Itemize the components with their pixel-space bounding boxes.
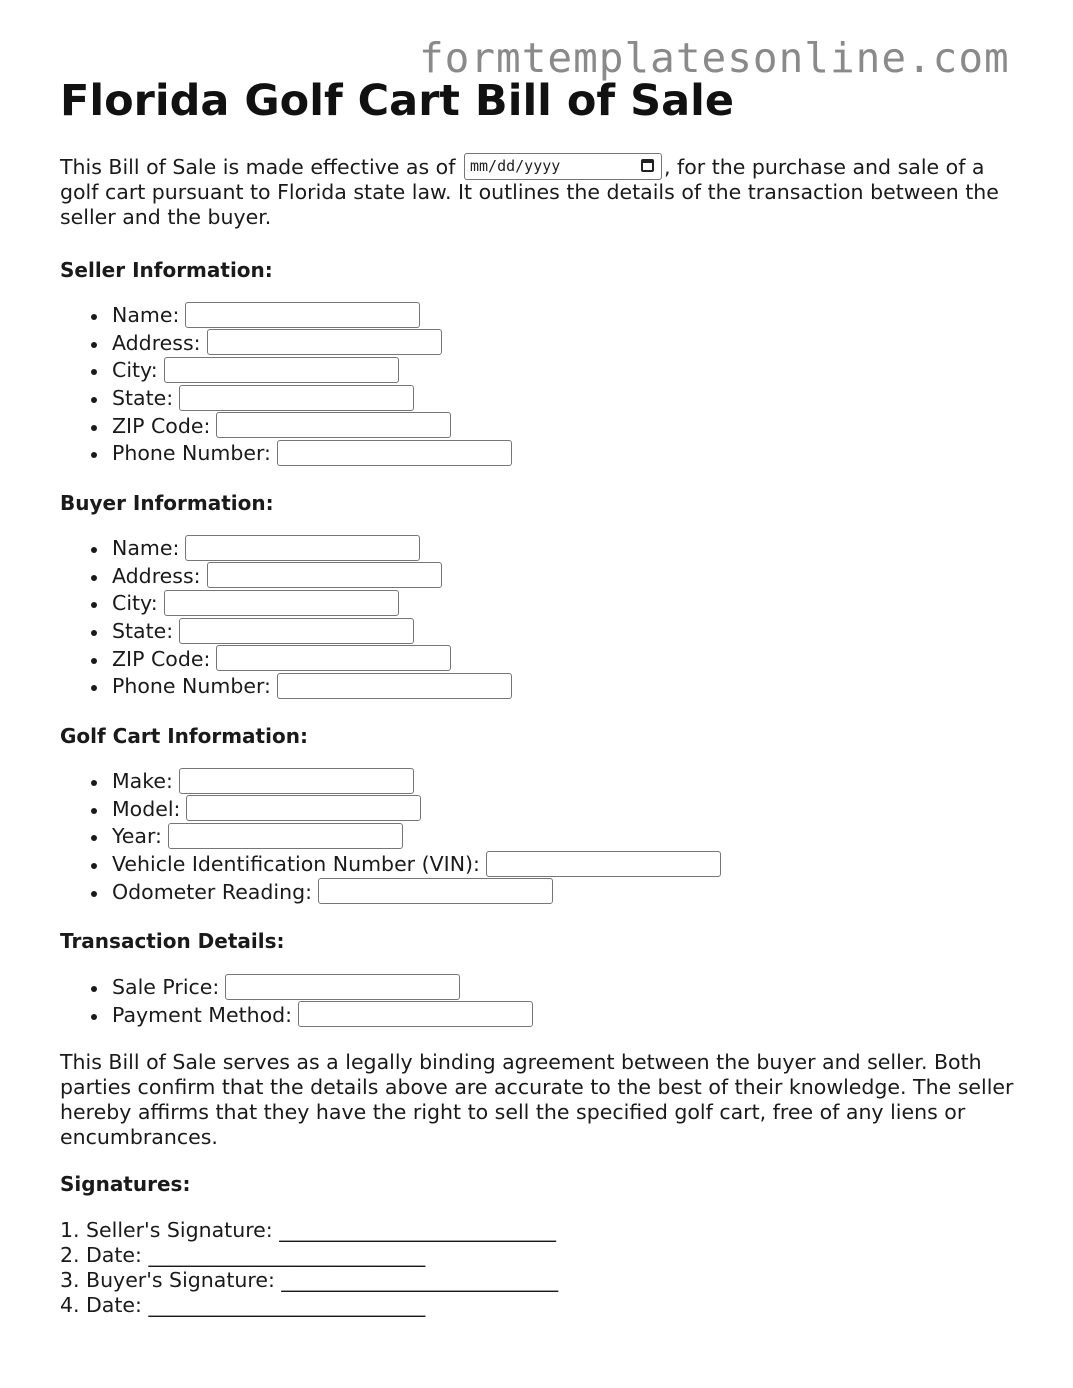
- seller-fields: [60, 302, 512, 468]
- field-label: City:: [112, 591, 158, 616]
- page-title: Florida Golf Cart Bill of Sale: [60, 76, 734, 126]
- seller-heading: Seller Information:: [60, 258, 273, 282]
- field-label: State:: [112, 619, 174, 644]
- field-label: Phone Number:: [112, 674, 271, 699]
- buyer-name-row: [60, 535, 512, 563]
- item-number: 4.: [60, 1293, 80, 1317]
- cart-make-row: [60, 768, 721, 796]
- cart-vin-input[interactable]: [486, 851, 721, 877]
- buyer-heading: Buyer Information:: [60, 491, 274, 515]
- buyer-fields: [60, 535, 512, 701]
- seller-phone-row: [60, 440, 512, 468]
- closing-paragraph: This Bill of Sale serves as a legally binding agreement between the buyer and seller. Both parties confirm that the details above are accurate to the best of their knowledge. The seller hereby affirms that they have the right to sell the specified golf cart, free of any liens or encumbrances.: [60, 1050, 1014, 1149]
- buyer-date-line[interactable]: ___________________________: [148, 1293, 426, 1317]
- field-label: ZIP Code:: [112, 646, 211, 671]
- item-number: 1.: [60, 1218, 80, 1242]
- seller-zip-row: [60, 413, 512, 441]
- cart-make-input[interactable]: [179, 768, 414, 794]
- seller-city-row: [60, 357, 512, 385]
- signature-label: Buyer's Signature:: [86, 1268, 275, 1292]
- field-label: Address:: [112, 563, 201, 588]
- seller-phone-input[interactable]: [277, 440, 512, 466]
- field-label: Name:: [112, 303, 180, 327]
- buyer-city-row: [60, 590, 512, 618]
- seller-zip-input[interactable]: [216, 412, 451, 438]
- seller-state-input[interactable]: [179, 385, 414, 411]
- buyer-state-input[interactable]: [179, 618, 414, 644]
- field-label: Sale Price:: [112, 975, 220, 999]
- field-label: Name:: [112, 536, 180, 560]
- transaction-heading: Transaction Details:: [60, 929, 285, 953]
- signatures-heading: Signatures:: [60, 1172, 191, 1196]
- payment-method-input[interactable]: [298, 1001, 533, 1027]
- field-label: State:: [112, 386, 174, 411]
- calendar-icon[interactable]: [641, 159, 654, 172]
- buyer-zip-row: [60, 646, 512, 674]
- seller-signature-line[interactable]: ___________________________: [279, 1218, 556, 1242]
- item-number: 2.: [60, 1243, 80, 1267]
- field-label: Vehicle Identification Number (VIN):: [112, 852, 480, 877]
- cart-model-input[interactable]: [186, 795, 421, 821]
- seller-name-row: [60, 302, 512, 330]
- cart-odometer-row: [60, 879, 721, 907]
- cart-model-row: [60, 796, 721, 824]
- cart-heading: Golf Cart Information:: [60, 724, 308, 748]
- field-label: Payment Method:: [112, 1002, 293, 1027]
- field-label: Phone Number:: [112, 441, 271, 466]
- buyer-zip-input[interactable]: [216, 645, 451, 671]
- cart-vin-row: [60, 851, 721, 879]
- watermark: formtemplatesonline.com: [419, 34, 1010, 82]
- field-label: Make:: [112, 769, 173, 793]
- seller-date-row: [60, 1243, 558, 1268]
- seller-city-input[interactable]: [164, 357, 399, 383]
- field-label: Odometer Reading:: [112, 879, 312, 904]
- payment-method-row: [60, 1002, 533, 1030]
- seller-state-row: [60, 385, 512, 413]
- seller-signature-row: [60, 1218, 558, 1243]
- intro-text-before: This Bill of Sale is made effective as of: [60, 155, 456, 179]
- cart-odometer-input[interactable]: [318, 878, 553, 904]
- field-label: ZIP Code:: [112, 413, 211, 438]
- sale-price-input[interactable]: [225, 974, 460, 1000]
- buyer-name-input[interactable]: [185, 535, 420, 561]
- item-number: 3.: [60, 1268, 80, 1292]
- buyer-state-row: [60, 618, 512, 646]
- buyer-date-row: [60, 1293, 558, 1318]
- buyer-phone-input[interactable]: [277, 673, 512, 699]
- signature-label: Seller's Signature:: [86, 1218, 273, 1242]
- sale-price-row: [60, 974, 533, 1002]
- seller-date-line[interactable]: ___________________________: [148, 1243, 426, 1267]
- cart-year-input[interactable]: [168, 823, 403, 849]
- seller-address-input[interactable]: [207, 329, 442, 355]
- buyer-signature-row: [60, 1268, 558, 1293]
- buyer-signature-line[interactable]: ___________________________: [281, 1268, 559, 1292]
- seller-name-input[interactable]: [185, 302, 420, 328]
- intro-text-after: , for the purchase and sale of a golf cart pursuant to Florida state law. It outlines the details of the transaction between the seller and the buyer.: [60, 155, 999, 229]
- buyer-city-input[interactable]: [164, 590, 399, 616]
- buyer-address-input[interactable]: [207, 562, 442, 588]
- signature-label: Date:: [86, 1293, 142, 1317]
- cart-year-row: [60, 823, 721, 851]
- signature-label: Date:: [86, 1243, 142, 1267]
- buyer-phone-row: [60, 673, 512, 701]
- cart-fields: [60, 768, 721, 906]
- seller-address-row: [60, 330, 512, 358]
- buyer-address-row: [60, 563, 512, 591]
- field-label: Address:: [112, 330, 201, 355]
- field-label: Year:: [112, 824, 162, 849]
- signature-list: [60, 1218, 558, 1318]
- intro-paragraph: [60, 155, 1020, 230]
- effective-date-input[interactable]: [464, 153, 662, 180]
- transaction-fields: [60, 974, 533, 1029]
- field-label: City:: [112, 358, 158, 383]
- date-placeholder: mm/dd/yyyy: [469, 157, 561, 175]
- field-label: Model:: [112, 796, 181, 821]
